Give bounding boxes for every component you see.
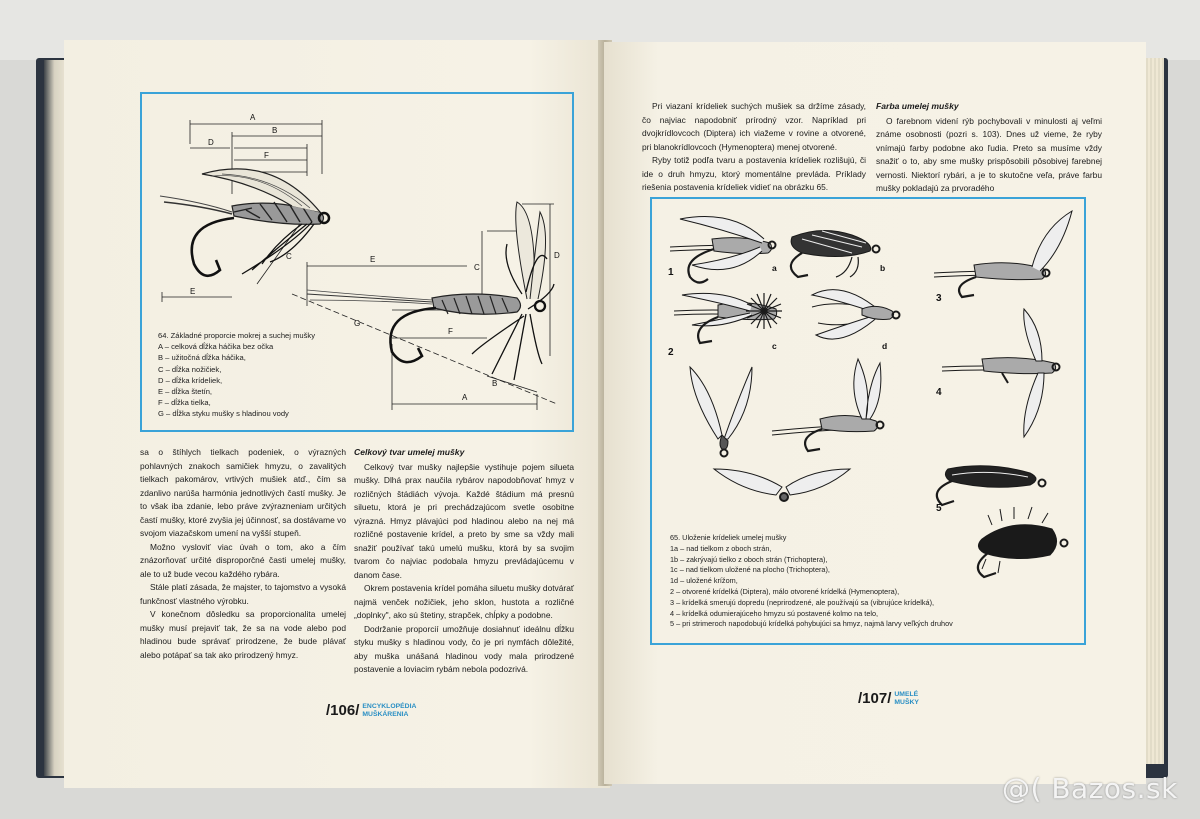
section-heading: Farba umelej mušky	[876, 101, 959, 111]
page-number: /107/	[858, 690, 892, 707]
figure-65-caption	[670, 533, 990, 630]
right-page-column-2	[876, 100, 1102, 196]
paragraph: Celkový tvar mušky najlepšie vystihuje pojem silueta mušky. Dlhá prax naučila rybárov napodobňovať hmyz v rozličných štádiách vývoja. Každé štádium má presnú siluetu, ktorá je pri prechádzajúcom svetle osobitne výrazná. Hmyz plávajúci pod hladinou alebo na nej má rozličné postavenie krídel, a preto by sme sa vždy mali snažiť používať takú umelú mušku, ktorá by sa svojim tvarom čo najviac podobala hmyzu prevládajúcemu v danom čase.	[354, 461, 574, 580]
figure-65-legend-item: 1c – nad tielkom uložené na plocho (Trichoptera),	[670, 565, 830, 575]
dim-label: C	[474, 263, 480, 272]
figure-65-legend-item: 1b – zakrývajú tielko z oboch strán (Trichoptera),	[670, 554, 828, 564]
figure-64-legend-item: G – dĺžka styku mušky s hladinou vody	[158, 409, 289, 419]
figure-65-letter: d	[882, 341, 888, 351]
dim-label: A	[250, 113, 256, 122]
paragraph: Možno vysloviť viac úvah o tom, ako a čím znázorňovať určité disproporčné časti umelej mušky, ale to už bude vecou každého rybára.	[140, 541, 346, 579]
left-page-column-2	[354, 446, 574, 677]
figure-65-legend-item: 1d – uložené krížom,	[670, 576, 738, 586]
figure-64-legend-item: D – dĺžka krídeliek,	[158, 375, 223, 385]
right-page	[604, 42, 1146, 784]
figure-65-frame	[650, 197, 1086, 645]
dim-label: E	[370, 255, 376, 264]
section-name-line: ENCYKLOPÉDIA	[362, 703, 417, 711]
figure-64-legend-item: E – dĺžka štetín,	[158, 387, 213, 397]
page-folio-106	[326, 702, 416, 719]
paragraph: Okrem postavenia krídel pomáha siluetu mušky dotvárať najmä venček nožičiek, jeho sklon, hustota a rozličné „doplnky", ako sú štetiny, strapček, chĺpky a podobne.	[354, 583, 574, 620]
figure-64-legend-item: B – užitočná dĺžka háčika,	[158, 353, 246, 363]
section-name	[362, 703, 416, 718]
figure-65-letter: a	[772, 263, 777, 273]
dim-label: B	[492, 379, 498, 388]
fly-5a	[945, 466, 1036, 487]
dim-label: E	[190, 287, 196, 296]
paragraph: sa o štíhlych tielkach podeniek, o výrazných pohlavných znakoch samičiek hmyzu, o zavalitých tielkach pakomárov, vrtivých mušiek atď., čím sa zdanlivo narúša harmónia jednotlivých častí mušky. Je to však iba zdanie, lebo práve zvýrazneniam určitých častí mušky, ktoré zvyšia jej účinnosť, sa dostávame vo svojom viazačskom umení na vyšší stupeň.	[140, 447, 346, 538]
figure-65-number: 3	[936, 293, 942, 304]
dim-label: F	[448, 327, 453, 336]
section-heading: Celkový tvar umelej mušky	[354, 447, 465, 457]
figure-65-number: 5	[936, 503, 942, 514]
left-page	[64, 40, 610, 788]
paragraph: Stále platí zásada, že majster, to tajomstvo a vysoká funkčnosť vlastného výrobku.	[140, 582, 346, 606]
paragraph: Dodržanie proporcií umožňuje dosiahnuť ideálnu dĺžku styku mušky s hladinou vody, čo je pri nymfách dôležité, aby muška unášaná hladinou vody mala prirodzené postavenie a loviacim rybám nebola podozrivá.	[354, 623, 574, 674]
fly-1b	[791, 230, 871, 256]
left-page-column-1	[140, 446, 346, 662]
figure-64-caption-title: 64. Základné proporcie mokrej a suchej mušky	[158, 331, 316, 340]
fly-5b	[978, 525, 1056, 559]
dim-label: D	[554, 251, 560, 260]
section-name	[894, 691, 919, 706]
figure-64-frame	[140, 92, 574, 432]
figure-65-legend-item: 3 – krídelká smerujú dopredu (neprirodzené, ale používajú sa (vibrujúce krídelká),	[670, 597, 935, 607]
dim-label: C	[286, 252, 292, 261]
dim-label: B	[272, 126, 278, 135]
figure-65-legend-item: 1a – nad tielkom z oboch strán,	[670, 543, 772, 553]
section-name-line: UMELÉ	[894, 691, 919, 699]
right-page-column-1	[642, 100, 866, 195]
page-folio-107	[858, 690, 919, 707]
figure-65-number: 4	[936, 387, 942, 398]
dim-label: F	[264, 151, 269, 160]
section-name-line: MUŠKY	[894, 698, 919, 706]
dim-label: A	[462, 393, 468, 402]
figure-65-letter: b	[880, 263, 886, 273]
figure-64-legend-item: F – dĺžka tielka,	[158, 398, 211, 408]
fly-2c	[714, 469, 850, 495]
figure-65-legend-item: 4 – krídelká odumierajúceho hmyzu sú postavené kolmo na telo,	[670, 608, 879, 618]
watermark: @( Bazos.sk	[1002, 772, 1178, 805]
paragraph: O farebnom videní rýb pochybovali v minulosti aj veľmi známe osobnosti (pozri s. 103). Dnes už vieme, že ryby vnímajú farby podobne ako ľudia. Preto sa musíme vždy snažiť o to, aby sme mušky prispôsobili pôsobivej farebnej vernosti. Niektorí rybári, a je to skutočne veľa, práve farbu mušky pokladajú za prvoradého	[876, 115, 1102, 193]
figure-65-legend-item: 5 – pri strimeroch napodobujú krídelká pohybujúci sa hmyz, najmä larvy veľkých druhov	[670, 619, 953, 629]
dim-label: D	[208, 138, 214, 147]
figure-65-number: 1	[668, 267, 674, 278]
section-name-line: MUŠKÁRENIA	[362, 710, 409, 718]
paragraph: Pri viazaní krídeliek suchých mušiek sa držíme zásady, čo najviac napodobniť prírodný vzor. Napríklad pri dvojkrídlovcoch (Diptera) ich viažeme v rovine a otvorené, pri blanokrídlovcoch (Hymenoptera) menej otvorené.	[642, 101, 866, 152]
figure-65-number: 2	[668, 347, 674, 358]
paragraph: V konečnom dôsledku sa proporcionalita umelej mušky musí prejaviť tak, že sa na vode alebo pod hladinou bude správať prirodzene, že bude plávať alebo potápať sa tak ako prirodzený hmyz.	[140, 609, 346, 660]
page-number: /106/	[326, 702, 360, 719]
fly-4a	[690, 367, 752, 439]
figure-64-caption	[158, 330, 358, 420]
figure-64-legend-item: C – dĺžka nožičiek,	[158, 364, 222, 374]
figure-64-legend-item: A – celková dĺžka háčika bez očka	[158, 342, 274, 352]
dim-label: G	[354, 319, 361, 328]
paragraph: Ryby totiž podľa tvaru a postavenia krídeliek rozlišujú, či ide o druh hmyzu, ktorý momentálne prevláda. Príklady riešenia postavenia krídeliek vidieť na obrázku 65.	[642, 155, 866, 192]
figure-65-legend-item: 2 – otvorené krídelká (Diptera), málo otvorené krídelká (Hymenoptera),	[670, 586, 900, 596]
figure-65-caption-title: 65. Uloženie krídeliek umelej mušky	[670, 533, 787, 542]
figure-65-letter: c	[772, 341, 777, 351]
